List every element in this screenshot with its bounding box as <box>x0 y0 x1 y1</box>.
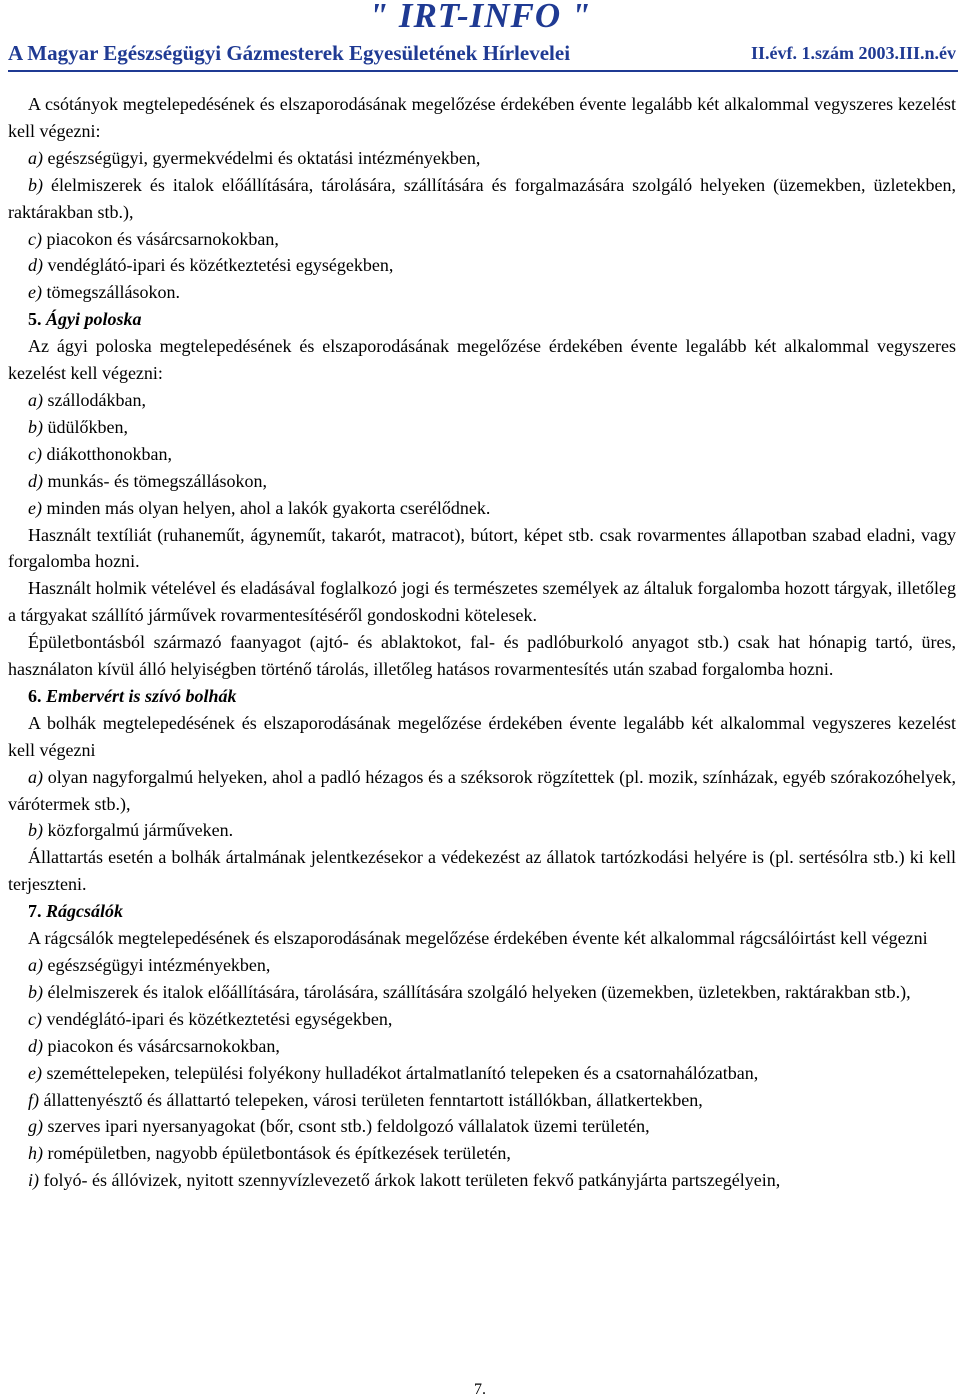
list-item-text: piacokon és vásárcsarnokokban, <box>41 228 279 249</box>
list-item <box>8 172 956 226</box>
section6-heading <box>8 683 956 710</box>
list-item-text: szerves ipari nyersanyagokat (bőr, csont stb.) feldolgozó vállalatok üzemi területén, <box>43 1116 650 1137</box>
list-item-label: b) <box>28 416 43 437</box>
list-item <box>8 226 956 253</box>
list-item-label: a) <box>28 147 43 168</box>
section7-heading <box>8 898 956 925</box>
list-item-label: a) <box>28 389 43 410</box>
list-item-label: c) <box>28 443 42 464</box>
section5-paragraph: Használt textíliát (ruhaneműt, ágyneműt, takarót, matracot), bútort, képet stb. csak rovarmentes állapotban szabad eladni, vagy forgalomba hozni. <box>8 524 956 572</box>
list-item-label: d) <box>28 470 43 491</box>
list-item-label: b) <box>28 820 43 841</box>
list-item-label: b) <box>28 981 43 1002</box>
list-item-label: c) <box>28 1008 42 1029</box>
list-item-text: üdülőkben, <box>43 416 128 437</box>
list-item <box>8 1060 956 1087</box>
list-item <box>8 1006 956 1033</box>
section7-intro: A rágcsálók megtelepedésének és elszaporodásának megelőzése érdekében évente két alkalommal rágcsálóirtást kell végezni <box>28 928 928 949</box>
list-item-text: vendéglátó-ipari és közétkeztetési egységekben, <box>43 255 394 276</box>
list-item-text: tömegszállásokon. <box>41 282 180 303</box>
list-item <box>8 764 956 818</box>
list-item-text: diákotthonokban, <box>41 443 172 464</box>
document-body <box>8 91 956 1194</box>
list-item <box>8 1087 956 1114</box>
page-number: 7. <box>474 1381 486 1398</box>
list-item <box>8 441 956 468</box>
issue-info: II.évf. 1.szám 2003.III.n.év <box>751 43 956 63</box>
newsletter-subtitle: A Magyar Egészségügyi Gázmesterek Egyesületének Hírlevelei <box>8 41 571 65</box>
section-title: Embervért is szívó bolhák <box>46 685 237 706</box>
list-item-text: piacokon és vásárcsarnokokban, <box>43 1035 280 1056</box>
list-item <box>8 279 956 306</box>
section4-intro: A csótányok megtelepedésének és elszaporodásának megelőzése érdekében évente legalább két alkalommal vegyszeres kezelést kell végezni: <box>8 94 956 141</box>
section-number: 5. <box>28 309 42 330</box>
section-number: 6. <box>28 685 42 706</box>
list-item <box>8 1167 956 1194</box>
section6-paragraph: Állattartás esetén a bolhák ártalmának jelentkezésekor a védekezést az állatok tartózkodási helyére is (pl. sertésólra stb.) ki kell terjeszteni. <box>8 847 956 895</box>
list-item <box>8 952 956 979</box>
list-item-text: vendéglátó-ipari és közétkeztetési egységekben, <box>41 1008 393 1029</box>
list-item-label: c) <box>28 228 42 249</box>
list-item <box>8 495 956 522</box>
list-item-text: állattenyésztő és állattartó telepeken, városi területen fenntartott istállókban, állatkertekben, <box>39 1089 703 1110</box>
list-item-label: a) <box>28 955 43 975</box>
list-item <box>8 387 956 414</box>
list-item-label: a) <box>28 766 43 787</box>
list-item <box>8 1113 956 1140</box>
list-item <box>8 817 956 844</box>
section5-paragraph: Használt holmik vételével és eladásával foglalkozó jogi és természetes személyek az általuk forgalomba hozott tárgyak, illetőleg a tárgyakat szállító járművek rovarmentesítéséről gondoskodni kötelesek. <box>8 578 956 626</box>
section-number: 7. <box>28 901 42 922</box>
list-item-text: élelmiszerek és italok előállítására, tárolására, szállítására és forgalmazására szolgáló helyeken (üzemekben, üzletekben, raktárakban stb.), <box>8 174 956 222</box>
list-item <box>8 1140 956 1167</box>
list-item <box>8 468 956 495</box>
list-item-text: minden más olyan helyen, ahol a lakók gyakorta cserélődnek. <box>41 497 491 518</box>
list-item <box>8 979 956 1006</box>
list-item-label: g) <box>28 1116 43 1137</box>
list-item <box>8 145 956 172</box>
list-item <box>8 414 956 441</box>
list-item-label: b) <box>28 174 43 195</box>
list-item-text: élelmiszerek és italok előállítására, tárolására, szállítására szolgáló helyeken (üzemekben, üzletekben, raktárakban stb.), <box>43 981 911 1002</box>
list-item-label: e) <box>28 497 42 518</box>
list-item-text: szállodákban, <box>43 389 146 410</box>
list-item <box>8 1033 956 1060</box>
list-item-text: munkás- és tömegszállásokon, <box>43 470 267 491</box>
section5-paragraph: Épületbontásból származó faanyagot (ajtó- és ablaktokot, fal- és padlóburkoló anyagot stb.) csak hat hónapig tartó, üres, használaton kívül álló helyiségben történő tárolás, illetőleg hatásos rovarmentesítés után szabad forgalomba hozni. <box>8 632 956 680</box>
list-item-text: romépületben, nagyobb épületbontások és építkezések területén, <box>43 1143 511 1164</box>
section6-intro: A bolhák megtelepedésének és elszaporodásának megelőzése érdekében évente legalább két alkalommal vegyszeres kezelést kell végezni <box>8 712 956 760</box>
list-item-label: d) <box>28 255 43 276</box>
list-item-text: egészségügyi, gyermekvédelmi és oktatási intézményekben, <box>43 147 481 168</box>
section-title: Rágcsálók <box>46 901 124 922</box>
section5-heading <box>8 306 956 333</box>
list-item-label: d) <box>28 1035 43 1056</box>
list-item-label: f) <box>28 1089 39 1110</box>
list-item-text: közforgalmú járműveken. <box>43 820 234 841</box>
newsletter-subtitle-bar <box>8 38 956 68</box>
newsletter-title: " IRT-INFO " <box>368 0 592 35</box>
list-item-text: olyan nagyforgalmú helyeken, ahol a padló hézagos és a széksorok rögzítettek (pl. mozik, színházak, egyéb szórakozóhelyek, várótermek stb.), <box>8 766 956 814</box>
list-item-label: e) <box>28 1062 42 1083</box>
list-item <box>8 252 956 279</box>
list-item-text: szeméttelepeken, települési folyékony hulladékot ártalmatlanító telepeken és a csatornahálózatban, <box>41 1062 759 1083</box>
list-item-label: i) <box>28 1170 39 1191</box>
list-item-label: e) <box>28 282 42 303</box>
list-item-text: egészségügyi intézményekben, <box>43 955 271 975</box>
list-item-text: folyó- és állóvizek, nyitott szennyvízlevezető árkok lakott területen fekvő patkányjárta partszegélyein, <box>39 1170 781 1191</box>
section5-intro: Az ágyi poloska megtelepedésének és elszaporodásának megelőzése érdekében évente legalább két alkalommal vegyszeres kezelést kell végezni: <box>8 336 956 384</box>
list-item-label: h) <box>28 1143 43 1164</box>
section-title: Ágyi poloska <box>46 309 142 330</box>
header-divider <box>8 70 958 72</box>
